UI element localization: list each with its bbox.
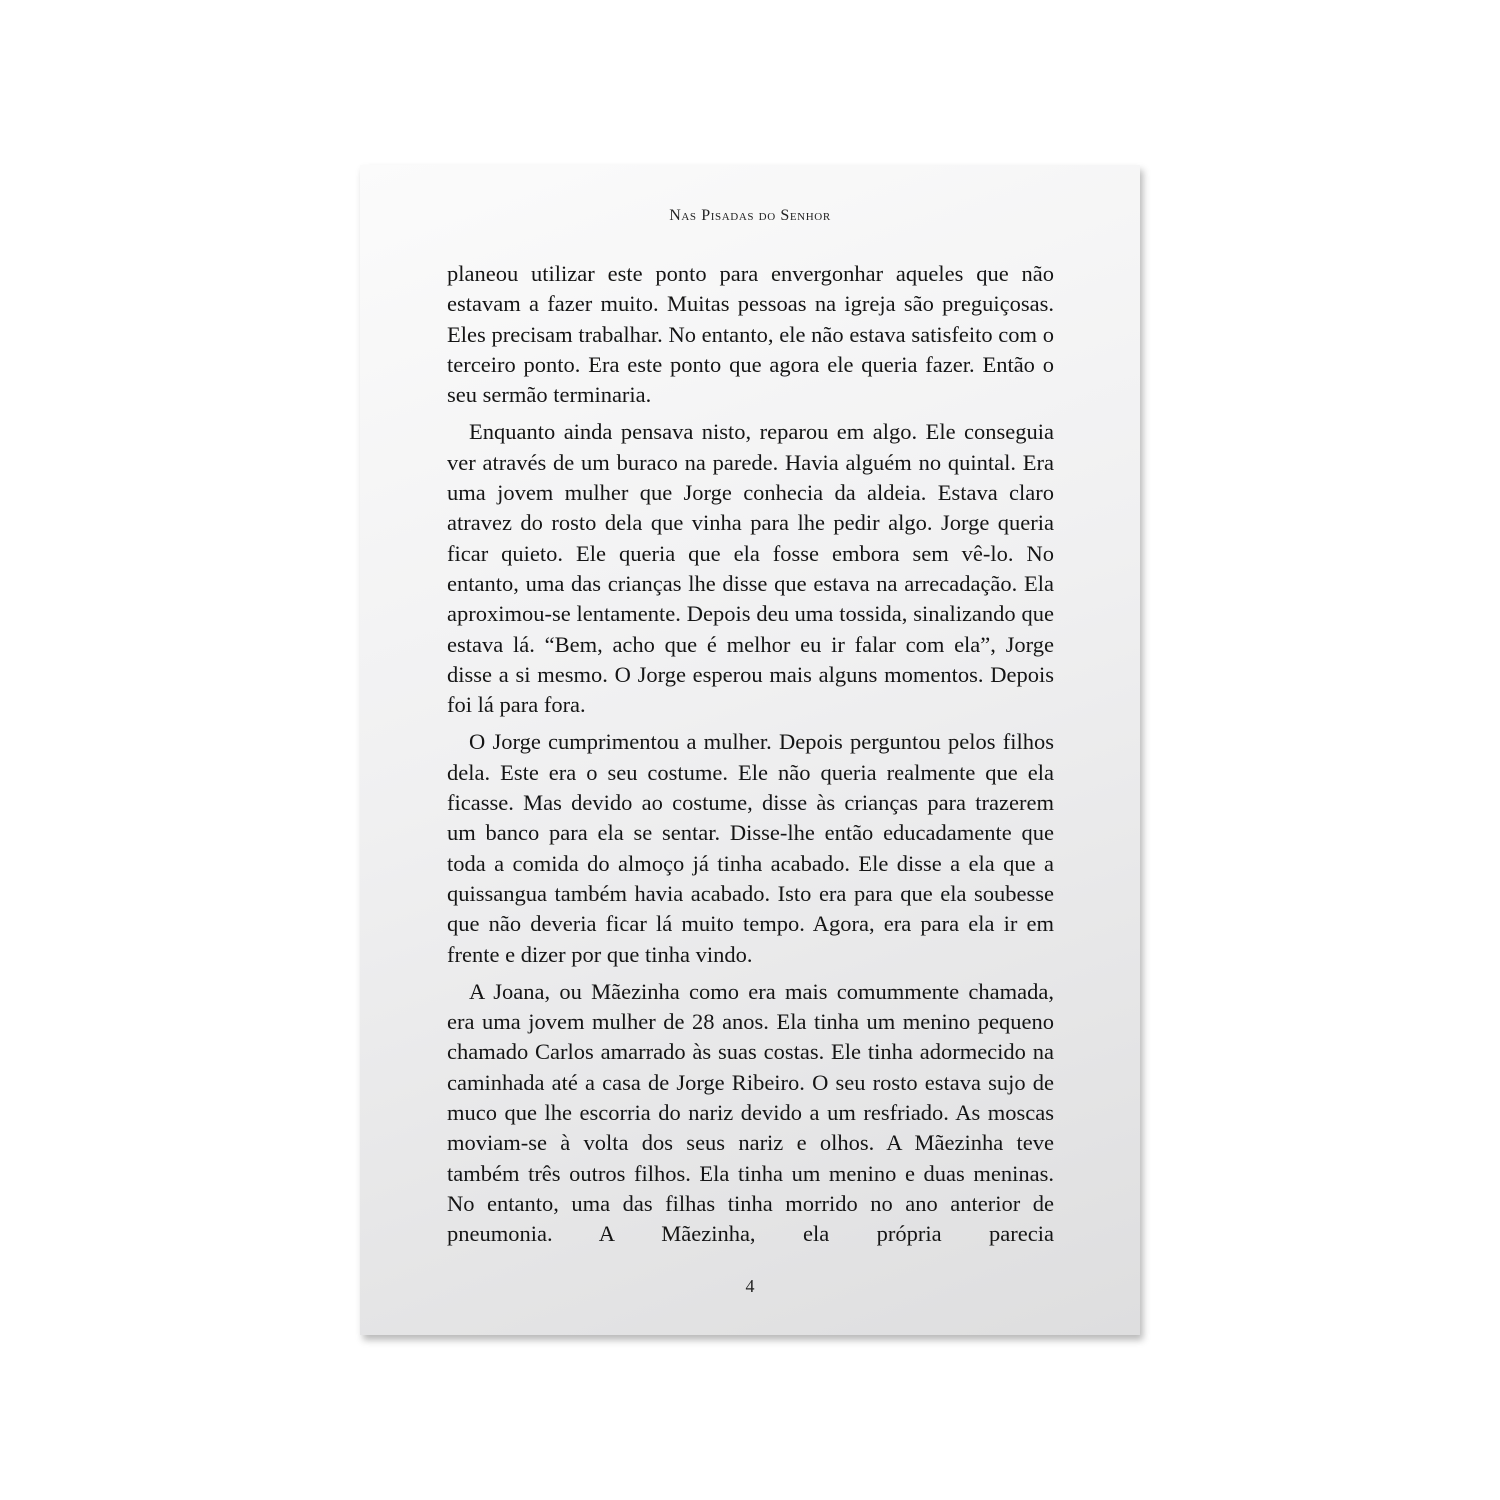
page-number: 4 [745, 1276, 755, 1296]
book-page [360, 165, 1140, 1335]
paragraph: A Joana, ou Mãezinha como era mais comummente chamada, era uma jovem mulher de 28 anos. Ela tinha um menino pequeno chamado Carlos amarrado às suas costas. Ele tinha adormecido na caminhada até a casa de Jorge Ribeiro. O seu rosto estava sujo de muco que lhe escorria do nariz devido a um resfriado. As moscas moviam-se à volta dos seus nariz e olhos. A Mãezinha teve também três outros filhos. Ela tinha um menino e duas meninas. No entanto, uma das filhas tinha morrido no ano anterior de pneumonia. A Mãezinha, ela própria parecia [447, 978, 1054, 1247]
paragraph: planeou utilizar este ponto para envergonhar aqueles que não estavam a fazer muito. Muitas pessoas na igreja são preguiçosas. Eles precisam trabalhar. No entanto, ele não estava satisfeito com o terceiro ponto. Era este ponto que agora ele queria fazer. Então o seu sermão terminaria. [447, 261, 1054, 408]
running-header: Nas Pisadas do Senhor [669, 207, 831, 224]
paragraph: Enquanto ainda pensava nisto, reparou em algo. Ele conseguia ver através de um buraco na parede. Havia alguém no quintal. Era uma jovem mulher que Jorge conhecia da aldeia. Estava claro atravez do rosto dela que vinha para lhe pedir algo. Jorge queria ficar quieto. Ele queria que ela fosse embora sem vê-lo. No entanto, uma das crianças lhe disse que estava na arrecadação. Ela aproximou-se lentamente. Depois deu uma tossida, sinalizando que estava lá. “Bem, acho que é melhor eu ir falar com ela”, Jorge disse a si mesmo. O Jorge esperou mais alguns momentos. Depois foi lá para fora. [447, 419, 1054, 718]
body-text [447, 259, 1054, 1257]
paragraph: O Jorge cumprimentou a mulher. Depois perguntou pelos filhos dela. Este era o seu costume. Ele não queria realmente que ela ficasse. Mas devido ao costume, disse às crianças para trazerem um banco para ela se sentar. Disse-lhe então educadamente que toda a comida do almoço já tinha acabado. Ele disse a ela que a quissangua também havia acabado. Isto era para que ela soubesse que não deveria ficar lá muito tempo. Agora, era para ela ir em frente e dizer por que tinha vindo. [447, 729, 1054, 967]
